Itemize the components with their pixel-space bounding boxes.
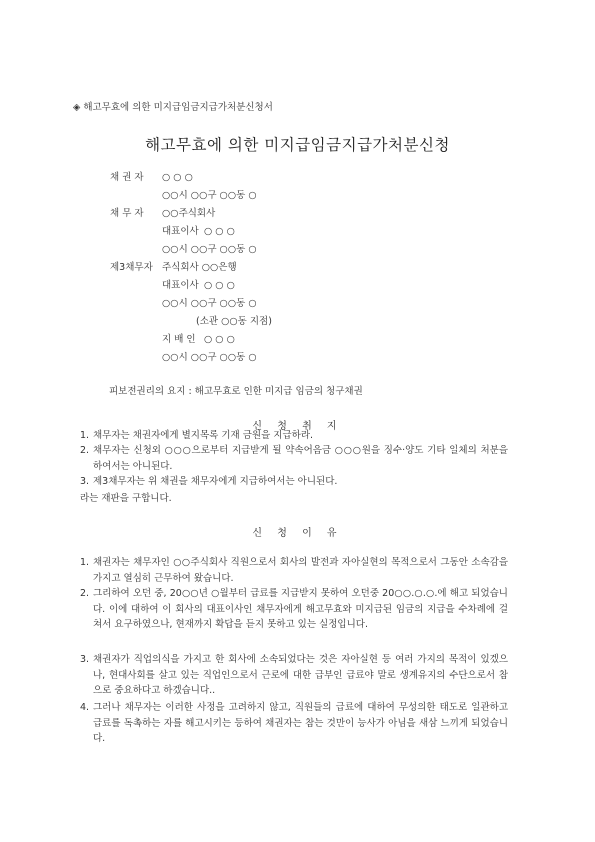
debtor-address: ○○시 ○○구 ○○동 ○: [162, 244, 257, 255]
reason-item: [80, 586, 508, 633]
third-debtor-label: 제3채무자: [110, 262, 153, 273]
debtor-name: ○○주식회사: [162, 208, 216, 219]
reason-item: [80, 652, 508, 699]
purpose-item: [80, 443, 508, 474]
branch-manager-label: 지 배 인: [162, 334, 196, 345]
document-title: 해고무효에 의한 미지급임금지급가처분신청: [145, 136, 450, 154]
third-rep-name: ○ ○ ○: [204, 280, 235, 291]
debtor-label: 채 무 자: [110, 208, 144, 219]
reason-item-number: 4.: [80, 702, 90, 713]
creditor-address: ○○시 ○○구 ○○동 ○: [162, 190, 257, 201]
reason-item-text: 그러나 채무자는 이러한 사정을 고려하지 않고, 직원들의 급료에 대하여 무성의한 태도로 일관하고 급료를 독촉하는 자를 해고시키는 등하여 채권자는 참는 것만이 능사가 아님을 새삼 느끼게 되었습니다.: [93, 702, 508, 744]
purpose-heading: 신 청 취 지: [252, 421, 343, 432]
reason-item-text: 채권자는 채무자인 ○○주식회사 직원으로서 회사의 발전과 자아실현의 목적으로서 그동안 소속감을 가지고 열심히 근무하여 왔습니다.: [93, 557, 508, 584]
purpose-item-number: 2.: [80, 445, 90, 456]
reason-item-number: 2.: [80, 588, 90, 599]
protected-right: 피보전권리의 요지 : 해고무효로 인한 미지급 임금의 청구채권: [109, 386, 363, 397]
third-rep-label: 대표이사: [162, 280, 199, 291]
third-branch: (소관 ○○동 지점): [196, 316, 272, 327]
creditor-name: ○ ○ ○: [162, 172, 193, 183]
purpose-item-text: 제3채무자는 위 채권을 채무자에게 지급하여서는 아니된다.: [93, 476, 338, 487]
third-address: ○○시 ○○구 ○○동 ○: [162, 298, 257, 309]
debtor-rep-name: ○ ○ ○: [204, 226, 235, 237]
debtor-rep-label: 대표이사: [162, 226, 199, 237]
creditor-label: 채 권 자: [110, 172, 144, 183]
purpose-item-text: 채무자는 신청외 ○○○으로부터 지급받게 될 약속어음금 ○○○원을 징수·양도 기타 일체의 처분을 하여서는 아니된다.: [93, 445, 508, 472]
branch-manager-address: ○○시 ○○구 ○○동 ○: [162, 352, 257, 363]
reason-item: [80, 555, 508, 586]
header-note: ◈ 해고무효에 의한 미지급임금지급가처분신청서: [73, 102, 273, 113]
reason-item-text: 채권자가 직업의식을 가지고 한 회사에 소속되었다는 것은 자아실현 등 여러 가지의 목적이 있겠으나, 현대사회를 살고 있는 직업인으로서 근로에 대한 급부인 급료야 말로 생계유지의 수단으로서 참으로 중요하다고 하겠습니다..: [93, 654, 508, 696]
purpose-item: [80, 474, 508, 490]
reasons-heading: 신 청 이 유: [252, 528, 343, 539]
purpose-item-number: 3.: [80, 476, 90, 487]
reason-item-number: 1.: [80, 557, 90, 568]
purpose-item-number: 1.: [80, 430, 90, 441]
purpose-closing: 라는 재판을 구합니다.: [80, 493, 172, 504]
reason-item: [80, 700, 508, 747]
reason-item-number: 3.: [80, 654, 90, 665]
reason-item-text: 그리하여 오던 중, 20○○년 ○월부터 급료를 지급받지 못하여 오던중 20○○.○.○.에 해고 되었습니다. 이에 대하여 이 회사의 대표이사인 채무자에게 해고무효와 미지급된 임금의 지급을 수차례에 걸쳐서 요구하였으나, 현재까지 확답을 듣지 못하고 있는 실정입니다.: [93, 588, 508, 630]
third-debtor-name: 주식회사 ○○은행: [162, 262, 237, 273]
purpose-item: [80, 428, 508, 444]
purpose-item-text: 채무자는 채권자에게 별지목록 기재 금원을 지급하라.: [93, 430, 314, 441]
branch-manager-name: ○ ○ ○: [204, 334, 235, 345]
